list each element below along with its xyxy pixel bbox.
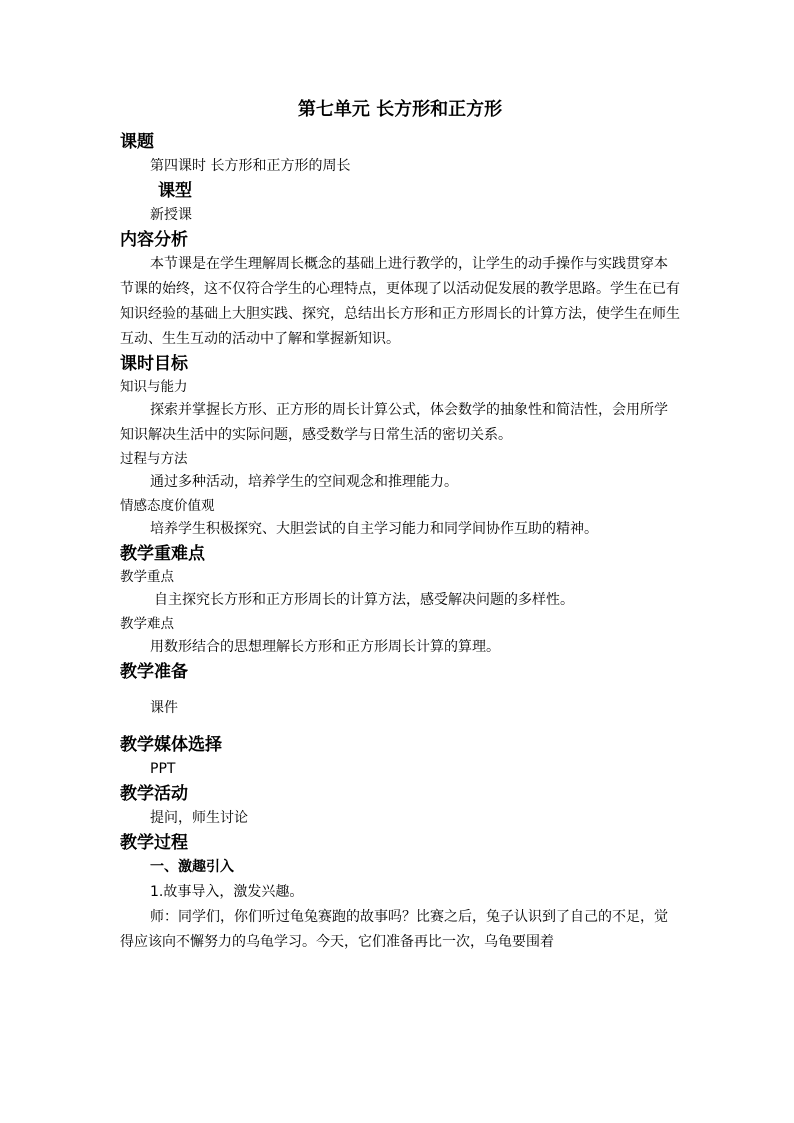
huodong-text: 提问，师生讨论 bbox=[150, 810, 248, 826]
step1-paragraph: 师：同学们，你们听过龟兔赛跑的故事吗？比赛之后，兔子认识到了自己的不足，觉得应该向不懈努力的乌龟学习。今天，它们准备再比一次，乌龟要围着 bbox=[120, 909, 668, 950]
kexing-text: 新授课 bbox=[150, 207, 192, 223]
step1-1-text: 1.故事导入，激发兴趣。 bbox=[150, 884, 304, 900]
nandian-text: 用数形结合的思想理解长方形和正方形周长计算的算理。 bbox=[150, 639, 500, 655]
heading-kexing: 课型 bbox=[158, 181, 192, 201]
heading-keti: 课题 bbox=[120, 132, 154, 152]
document-title: 第七单元 长方形和正方形 bbox=[297, 99, 503, 120]
step1-heading: 一、激趣引入 bbox=[150, 859, 234, 875]
heading-zhongdian: 教学重点 bbox=[120, 569, 174, 585]
neirong-text: 本节课是在学生理解周长概念的基础上进行教学的，让学生的动手操作与实践贯穿本节课的始终，这不仅符合学生的心理特点，更体现了以活动促发展的教学思路。学生在已有知识经验的基础上大胆实践、探究，总结出长方形和正方形周长的计算方法，使学生在师生互动、生生互动的活动中了解和掌握新知识。 bbox=[120, 256, 680, 347]
guocheng-text: 通过多种活动，培养学生的空间观念和推理能力。 bbox=[150, 474, 458, 490]
zhunbei-text: 课件 bbox=[150, 700, 178, 716]
heading-zhunbei: 教学准备 bbox=[120, 662, 188, 682]
heading-zhongnan: 教学重难点 bbox=[120, 544, 205, 564]
meiti-text: PPT bbox=[150, 761, 176, 777]
heading-neirong: 内容分析 bbox=[120, 230, 188, 250]
zhongdian-text: 自主探究长方形和正方形周长的计算方法，感受解决问题的多样性。 bbox=[154, 592, 574, 608]
document-page bbox=[120, 96, 680, 955]
zhishi-text: 探索并掌握长方形、正方形的周长计算公式，体会数学的抽象性和简洁性，会用所学知识解决生活中的实际问题，感受数学与日常生活的密切关系。 bbox=[120, 402, 668, 443]
heading-meiti: 教学媒体选择 bbox=[120, 735, 222, 755]
keti-text: 第四课时 长方形和正方形的周长 bbox=[150, 158, 351, 174]
heading-zhishi: 知识与能力 bbox=[120, 379, 188, 395]
heading-nandian: 教学难点 bbox=[120, 616, 174, 632]
heading-huodong: 教学活动 bbox=[120, 784, 188, 804]
heading-guocheng: 过程与方法 bbox=[120, 451, 188, 467]
qinggan-text: 培养学生积极探究、大胆尝试的自主学习能力和同学间协作互助的精神。 bbox=[150, 521, 598, 537]
heading-qinggan: 情感态度价值观 bbox=[120, 498, 215, 514]
heading-guochengjx: 教学过程 bbox=[120, 833, 188, 853]
heading-mubiao: 课时目标 bbox=[120, 354, 188, 374]
